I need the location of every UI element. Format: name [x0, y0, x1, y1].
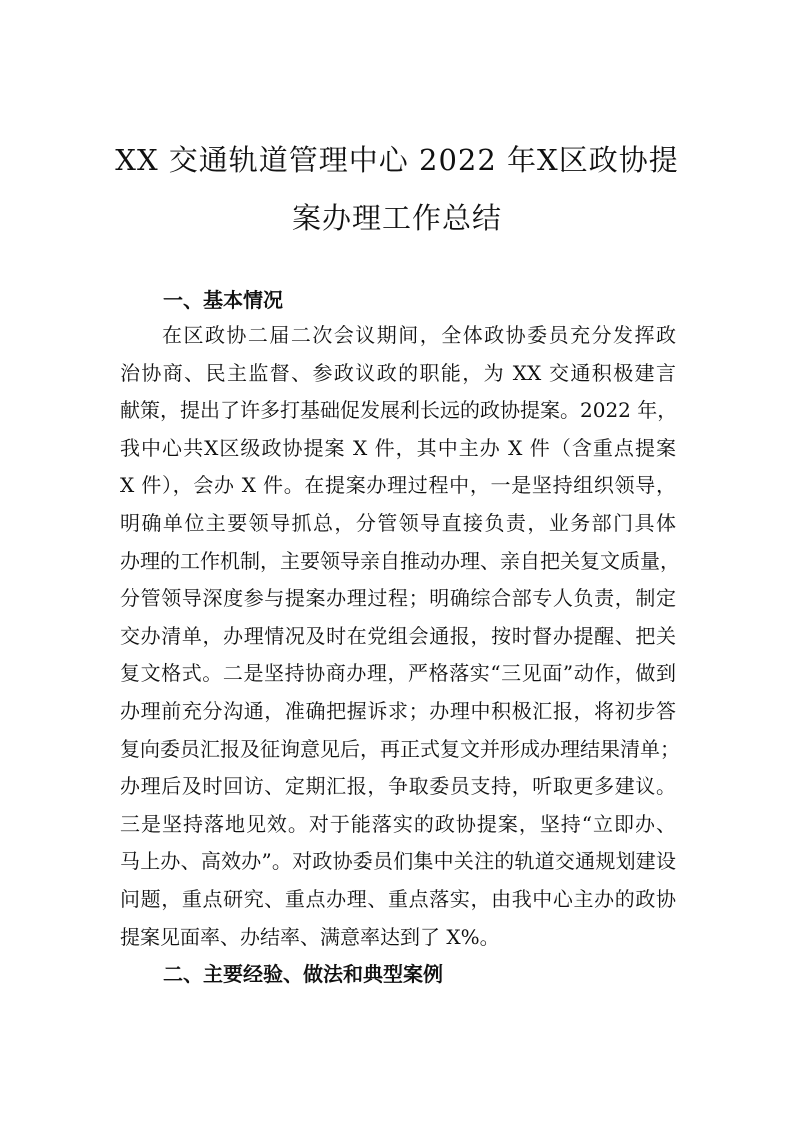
section-heading-experience: 二、主要经验、做法和典型案例 — [163, 962, 443, 986]
document-title-line-2: 案办理工作总结 — [291, 201, 502, 235]
paragraph-line: 办理前充分沟通，准确把握诉求；办理中积极汇报，将初步答 — [120, 699, 676, 723]
paragraph-line: 三是坚持落地见效。对于能落实的政协提案，坚持“立即办、 — [120, 811, 676, 836]
paragraph-line: 分管领导深度参与提案办理过程；明确综合部专人负责，制定 — [120, 586, 676, 611]
paragraph-line: 交办清单，办理情况及时在党组会通报，按时督办提醒、把关 — [120, 623, 676, 648]
paragraph-line: 复向委员汇报及征询意见后，再正式复文并形成办理结果清单； — [120, 736, 680, 761]
paragraph-line: 复文格式。二是坚持协商办理，严格落实“三见面”动作，做到 — [120, 661, 676, 686]
paragraph-line: 问题，重点研究、重点办理、重点落实，由我中心主办的政协 — [120, 887, 676, 911]
paragraph-line: 办理后及时回访、定期汇报，争取委员支持，听取更多建议。 — [120, 774, 676, 799]
paragraph-line: 治协商、民主监督、参政议政的职能，为 XX 交通积极建言 — [120, 360, 676, 385]
paragraph-line: 办理的工作机制，主要领导亲自推动办理、亲自把关复文质量， — [120, 548, 680, 573]
section-heading-basic-situation: 一、基本情况 — [163, 288, 283, 312]
paragraph-line: X 件），会办 X 件。在提案办理过程中，一是坚持组织领导， — [120, 473, 676, 498]
paragraph-line: 献策，提出了许多打基础促发展利长远的政协提案。2022 年， — [120, 398, 678, 423]
document-title-line-1: XX 交通轨道管理中心 2022 年X区政协提 — [115, 143, 679, 177]
paragraph-line: 提案见面率、办结率、满意率达到了 X%。 — [120, 924, 500, 949]
paragraph-line: 我中心共X区级政协提案 X 件，其中主办 X 件（含重点提案 — [120, 435, 676, 460]
paragraph-line: 在区政协二届二次会议期间，全体政协委员充分发挥政 — [162, 323, 676, 347]
paragraph-line: 明确单位主要领导抓总，分管领导直接负责，业务部门具体 — [120, 511, 676, 535]
paragraph-line: 马上办、高效办”。对政协委员们集中关注的轨道交通规划建设 — [120, 849, 676, 874]
